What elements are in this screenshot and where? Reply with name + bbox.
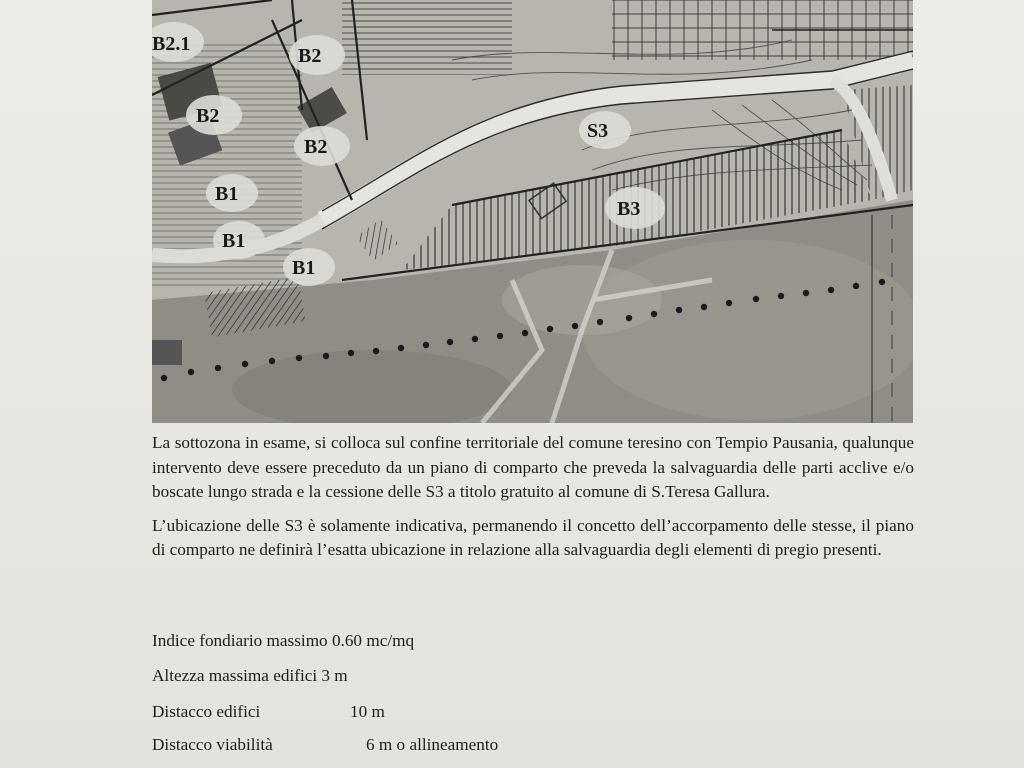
spec-line [152, 631, 414, 651]
spec-line [152, 702, 385, 722]
spec-value: 10 m [350, 702, 385, 721]
paragraph: L’ubicazione delle S3 è solamente indicativa, permanendo il concetto dell’accorpamento delle stesse, il piano di comparto ne definirà l’esatta ubicazione in relazione alla salvaguardia degli elementi di pregio presenti. [152, 515, 914, 559]
zone-label: S3 [587, 120, 609, 142]
zone-label: B3 [617, 198, 641, 220]
spec-line [152, 666, 348, 686]
spec-label: Altezza massima edifici 3 m [152, 666, 348, 685]
zone-label: B2 [304, 136, 328, 158]
zone-label: B1 [222, 230, 246, 252]
spec-value: 6 m o allineamento [366, 735, 499, 754]
zone-label: B2 [298, 45, 322, 67]
paragraph: La sottozona in esame, si colloca sul confine territoriale del comune teresino con Tempio Pausania, qualunque intervento deve essere preceduto da un piano di comparto che preveda la salvaguardia delle parti acclive e/o boscate lungo strada e la cessione delle S3 a titolo gratuito al comune di S.Teresa Gallura. [152, 433, 914, 501]
spec-label: Distacco viabilità [152, 735, 273, 754]
zone-label: B2 [196, 105, 220, 127]
zoning-map [152, 0, 913, 423]
spec-line [152, 735, 499, 755]
zone-label: B1 [215, 183, 239, 205]
spec-label: Indice fondiario massimo 0.60 mc/mq [152, 631, 415, 650]
spec-label: Distacco edifici [152, 702, 261, 721]
zone-label: B1 [292, 257, 316, 279]
zone-label: B2.1 [152, 33, 191, 55]
document-body [152, 431, 914, 572]
